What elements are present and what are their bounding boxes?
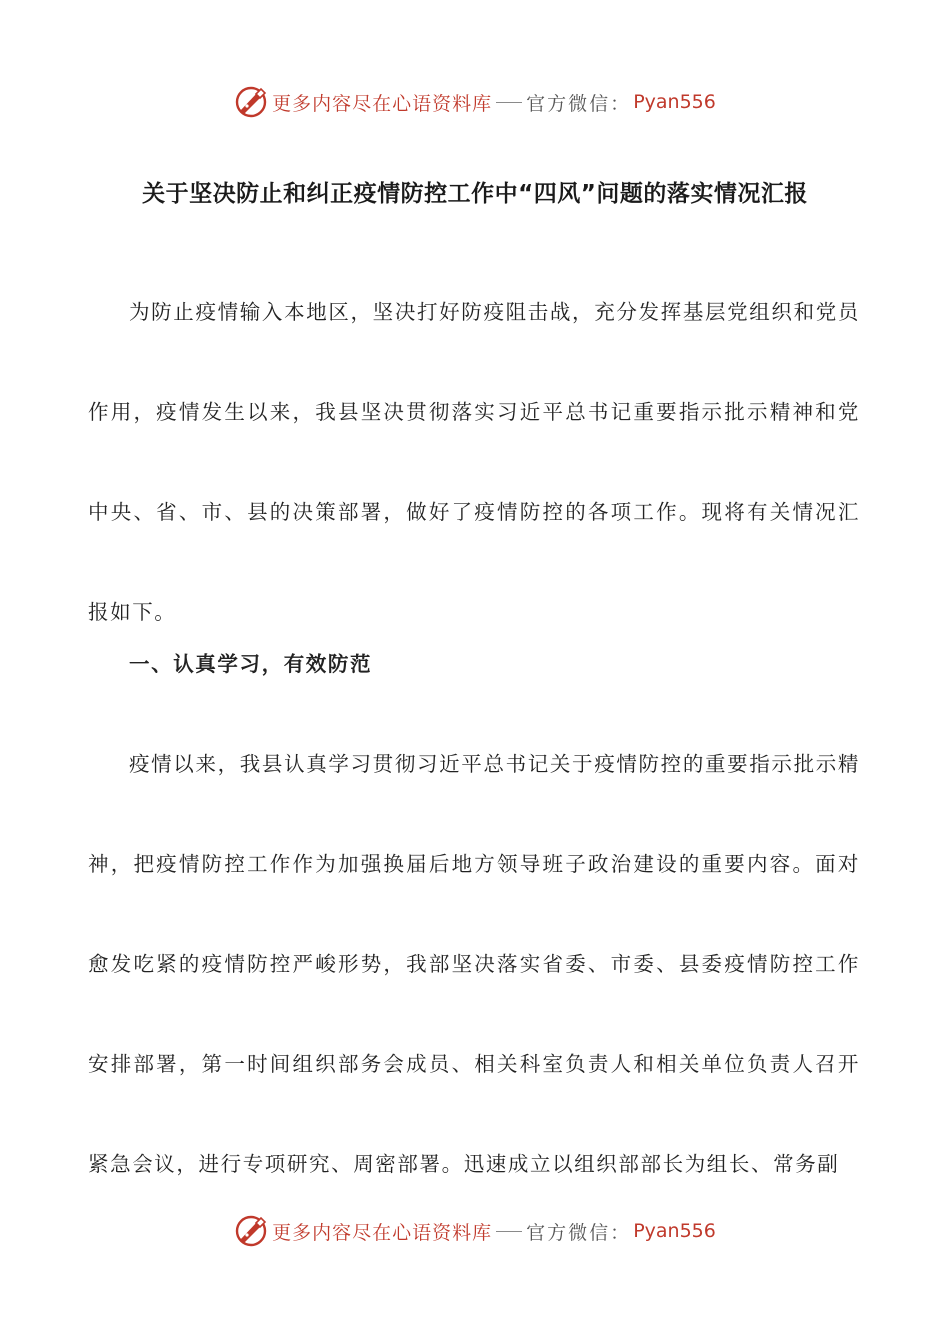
footer-wechat-id: Pyan556 — [633, 1220, 716, 1242]
header-banner — [0, 82, 950, 122]
header-site-text: 更多内容尽在心语资料库 — [272, 92, 493, 115]
footer-banner — [0, 1211, 950, 1251]
pen-nib-logo-icon — [234, 1214, 268, 1248]
intro-paragraph: 为防止疫情输入本地区，坚决打好防疫阻击战，充分发挥基层党组织和党员作用，疫情发生以来，我县坚决贯彻落实习近平总书记重要指示批示精神和党中央、省、市、县的决策部署，做好了疫情防控的各项工作。现将有关情况汇报如下。 — [88, 300, 860, 624]
section-heading: 一、认真学习，有效防范 — [129, 652, 373, 676]
section-paragraph: 疫情以来，我县认真学习贯彻习近平总书记关于疫情防控的重要指示批示精神，把疫情防控工作作为加强换届后地方领导班子政治建设的重要内容。面对愈发吃紧的疫情防控严峻形势，我部坚决落实省委、市委、县委疫情防控工作安排部署，第一时间组织部务会成员、相关科室负责人和相关单位负责人召开紧急会议，进行专项研究、周密部署。迅速成立以组织部部长为组长、常务副 — [88, 752, 860, 1176]
pen-nib-logo-icon — [234, 85, 268, 119]
header-wechat-id: Pyan556 — [633, 91, 716, 113]
header-official-label: 官方微信： — [526, 92, 632, 115]
footer-divider — [496, 1231, 522, 1232]
header-divider — [496, 102, 522, 103]
footer-site-text: 更多内容尽在心语资料库 — [272, 1221, 493, 1244]
footer-official-label: 官方微信： — [526, 1221, 632, 1244]
document-title: 关于坚决防止和纠正疫情防控工作中“四风”问题的落实情况汇报 — [142, 181, 808, 207]
document-body — [88, 262, 860, 1214]
